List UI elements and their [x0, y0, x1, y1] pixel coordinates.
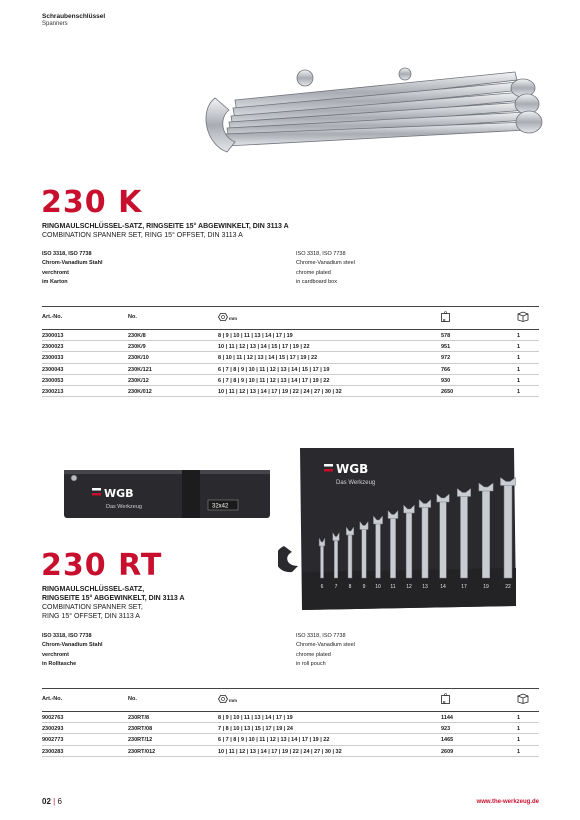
- table-row: 2300283 230RT/012 10 | 11 | 12 | 13 | 14 | 17 | 19 | 22 | 24 | 27 | 30 | 32 2609 1: [42, 746, 539, 757]
- closed-pouch-image: [62, 466, 272, 522]
- col-no: No.: [128, 314, 137, 320]
- size-label: 6: [320, 584, 324, 590]
- product-title-en: COMBINATION SPANNER SET, RING 15° OFFSET, DIN 3113 A: [42, 604, 143, 620]
- size-label: 8: [348, 584, 352, 590]
- package-icon: [517, 692, 529, 704]
- size-label: 7: [334, 584, 338, 590]
- spanner-shaft: [440, 500, 447, 578]
- website-link[interactable]: www.the-werkzeug.de: [476, 799, 539, 805]
- spanner-shaft: [362, 528, 366, 579]
- specs-en: ISO 3318, ISO 7738 Chrome-Vanadium steel chrome plated in roll pouch: [296, 633, 355, 667]
- table-row: 9002773 230RT/12 6 | 7 | 8 | 9 | 10 | 11 | 12 | 13 | 14 | 17 | 19 | 22 1465 1: [42, 734, 539, 745]
- spanner-shaft: [321, 544, 324, 578]
- size-label: 17: [461, 584, 467, 590]
- section-title-en: Spanners: [42, 21, 68, 27]
- section-title-de: Schraubenschlüssel: [42, 13, 106, 20]
- table-row: 2300043 230K/121 6 | 7 | 8 | 9 | 10 | 11 | 12 | 13 | 14 | 15 | 17 | 19 766 1: [42, 364, 539, 375]
- open-pouch-brand-text: WGB: [336, 462, 369, 476]
- product-code-230k: 230 K: [41, 185, 143, 220]
- col-no: No.: [128, 696, 137, 702]
- hex-nut-icon: [218, 695, 228, 703]
- size-label: 10: [375, 584, 381, 590]
- table-row: 2300013 230K/8 8 | 9 | 10 | 11 | 13 | 14 | 17 | 19 578 1: [42, 330, 539, 341]
- hex-nut-icon: [218, 313, 228, 321]
- table-row: 2300023 230K/9 10 | 11 | 12 | 13 | 14 | 15 | 17 | 19 | 22 951 1: [42, 341, 539, 352]
- spanner-shaft: [390, 517, 395, 579]
- pouch-brand-text: WGB: [104, 487, 134, 500]
- pouch-size-text: 32x42: [212, 503, 229, 510]
- specs-en: ISO 3318, ISO 7738 Chrome-Vanadium steel chrome plated in cardboard box: [296, 251, 355, 285]
- table-row: 2300033 230K/10 8 | 10 | 11 | 12 | 13 | 14 | 15 | 17 | 19 | 22 972 1: [42, 352, 539, 363]
- spanner-set-image: [205, 58, 545, 168]
- specs-de: ISO 3318, ISO 7738 Chrom-Vanadium Stahl verchromt in Rolltasche: [42, 633, 103, 667]
- spanner-shaft: [482, 489, 490, 578]
- open-pouch-image: [278, 446, 518, 614]
- spanner-shaft: [406, 511, 412, 578]
- product-code-230rt: 230 RT: [41, 548, 163, 583]
- col-weight-label: g: [443, 699, 446, 704]
- size-label: 13: [422, 584, 428, 590]
- product-title-de: RINGMAULSCHLÜSSEL-SATZ, RINGSEITE 15° ABGEWINKELT, DIN 3113 A: [42, 586, 185, 602]
- col-art: Art.-No.: [42, 696, 63, 702]
- size-label: 19: [483, 584, 489, 590]
- col-art: Art.-No.: [42, 314, 63, 320]
- spanner-shaft: [348, 533, 352, 578]
- product-title-de: RINGMAULSCHLÜSSEL-SATZ, RINGSEITE 15° ABGEWINKELT, DIN 3113 A: [42, 223, 289, 230]
- specs-de: ISO 3318, ISO 7738 Chrom-Vanadium Stahl verchromt im Karton: [42, 251, 103, 285]
- table-row: 2300213 230K/012 10 | 11 | 12 | 13 | 14 | 17 | 19 | 22 | 24 | 27 | 30 | 32 2650 1: [42, 386, 539, 397]
- size-label: 12: [406, 584, 412, 590]
- spanner-shaft: [334, 539, 337, 579]
- spanner-shaft: [422, 506, 428, 579]
- pouch-tagline-text: Das Werkzeug: [106, 504, 142, 510]
- size-label: 11: [390, 584, 396, 590]
- spanner-shaft: [376, 522, 381, 578]
- size-label: 14: [440, 584, 446, 590]
- spanner-shaft: [504, 484, 512, 579]
- product-table-230k: [42, 306, 539, 397]
- product-table-230rt: [42, 688, 539, 757]
- open-pouch-tagline-text: Das Werkzeug: [336, 480, 376, 486]
- table-row: 2300053 230K/12 6 | 7 | 8 | 9 | 10 | 11 | 12 | 13 | 14 | 17 | 19 | 22 930 1: [42, 375, 539, 386]
- col-weight-label: g: [443, 317, 446, 322]
- size-label: 22: [505, 584, 511, 590]
- package-icon: [517, 310, 529, 322]
- table-row: 9002763 230RT/8 8 | 9 | 10 | 11 | 13 | 14 | 17 | 19 1144 1: [42, 712, 539, 723]
- size-label: 9: [362, 584, 366, 590]
- page-number: 02 | 6: [42, 797, 62, 806]
- table-header: [42, 688, 539, 712]
- table-header: [42, 306, 539, 330]
- table-row: 2300293 230RT/08 7 | 8 | 10 | 13 | 15 | 17 | 19 | 24 923 1: [42, 723, 539, 734]
- spanner-shaft: [460, 495, 467, 579]
- section-header: [42, 13, 105, 27]
- product-title-en: COMBINATION SPANNER SET, RING 15° OFFSET, DIN 3113 A: [42, 232, 243, 239]
- col-mm-label: mm: [229, 316, 238, 321]
- col-mm-label: mm: [229, 698, 238, 703]
